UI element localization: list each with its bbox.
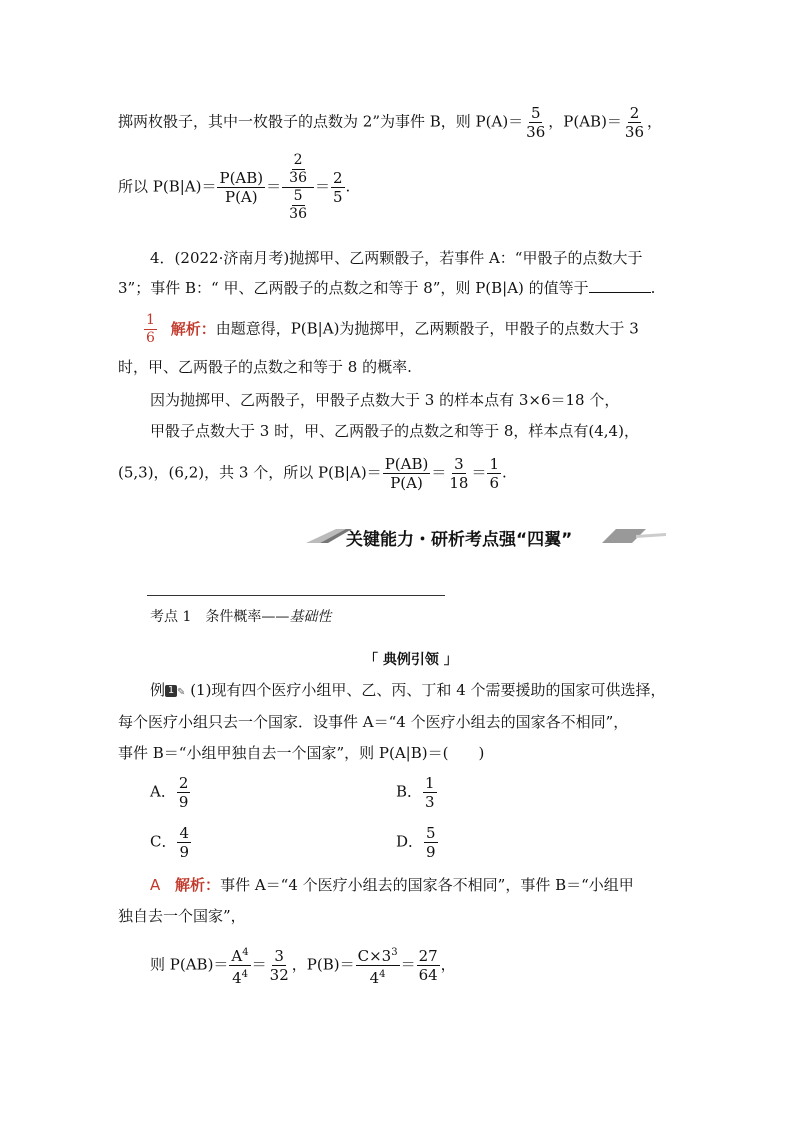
solution-line: 时，甲、乙两骰子的点数之和等于 8 的概率. (118, 358, 412, 376)
answer-blank (589, 278, 651, 293)
solution-line: (5,3)，(6,2)，共 3 个，所以 P(B|A)＝ $\frac{P(AB)}{P(A)}$ ＝ $\frac{3}{18}$ ＝ $\frac{1}{6}$ . (118, 455, 507, 492)
pencil-icon: ✎ (177, 687, 186, 698)
compound-fraction: $\frac{\frac{2}{36}}{\frac{5}{36}}$ (282, 152, 314, 223)
fraction: $\frac{1}{6}$ (489, 455, 500, 492)
solution-line: $\frac{1}{6}$ 解析：由题意得，P(B|A)为抛掷甲，乙两颗骰子，甲骰子的点数大于 3 (146, 312, 639, 346)
banner-title: 关键能力・研析考点强“四翼” (346, 530, 573, 550)
option-b: B． $\frac{1}{3}$ (396, 774, 435, 811)
solution-line: 则 P(AB)＝ $\frac{A^4}{4^4}$ ＝ $\frac{3}{32}$ ，P(B)＝ $\frac{C\times 3^3}{4^4}$ ＝ $\frac{27}{64}$ ， (150, 944, 456, 987)
fraction: $\frac{27}{64}$ (418, 947, 438, 984)
fraction: $\frac{P(AB)}{P(A)}$ (384, 455, 429, 492)
fraction: $\frac{3}{18}$ (449, 455, 469, 492)
example-line: 每个医疗小组只去一个国家．设事件 A＝“4 个医疗小组去的国家各不相同”， (118, 713, 629, 731)
fraction: $\frac{A^4}{4^4}$ (229, 944, 250, 987)
text-line: 掷两枚骰子，其中一枚骰子的点数为 2”为事件 B，则 P(A)＝ $\frac{5}{36}$ ，P(AB)＝ $\frac{2}{36}$ ， (118, 104, 663, 141)
question-line: 3”；事件 B：“ 甲、乙两骰子的点数之和等于 8”，则 P(B|A) 的值等于 . (118, 279, 656, 297)
kaodian-title: 考点 1 条件概率——基础性 (150, 609, 332, 625)
solution-line: 甲骰子点数大于 3 时，甲、乙两骰子的点数之和等于 8，样本点有(4,4)， (150, 422, 639, 440)
solution-line: 独自去一个国家”， (118, 907, 246, 925)
divider (147, 595, 445, 596)
option-d: D． $\frac{5}{9}$ (396, 824, 436, 861)
question-line: 4．(2022·济南月考)抛掷甲、乙两颗骰子，若事件 A：“甲骰子的点数大于 (150, 249, 643, 267)
text-line: 所以 P(B|A)＝ $\frac{P(AB)}{P(A)}$ ＝ $\frac{\frac{2}{36}}{\frac{5}{36}}$ ＝ $\frac{2}{5}$ . (118, 152, 351, 222)
example-number-badge: 1 (165, 685, 177, 697)
option-c: C． $\frac{4}{9}$ (150, 824, 190, 861)
subsection-lead: 「 典例引领 」 (364, 652, 458, 668)
fraction: $\frac{3}{32}$ (269, 947, 289, 984)
fraction: $\frac{2}{36}$ (624, 104, 645, 141)
example-line: 事件 B＝“小组甲独自去一个国家”，则 P(A|B)＝( ) (118, 744, 485, 762)
fraction: $\frac{C\times 3^3}{4^4}$ (356, 944, 400, 987)
fraction: $\frac{5}{36}$ (526, 104, 546, 141)
solution-line: 因为抛掷甲、乙两骰子，甲骰子点数大于 3 的样本点有 3×6＝18 个， (150, 391, 620, 409)
answer-fraction: $\frac{1}{6}$ (146, 312, 155, 346)
example-line: 例 1 ✎ (1)现有四个医疗小组甲、乙、丙、丁和 4 个需要援助的国家可供选择， (150, 681, 666, 699)
solution-line: A 解析：事件 A＝“4 个医疗小组去的国家各不相同”，事件 B＝“小组甲 (150, 876, 634, 894)
option-a: A． $\frac{2}{9}$ (150, 774, 189, 811)
fraction: $\frac{P(AB)}{P(A)}$ (219, 169, 264, 206)
fraction: $\frac{2}{5}$ (333, 169, 343, 206)
section-banner (306, 523, 666, 549)
